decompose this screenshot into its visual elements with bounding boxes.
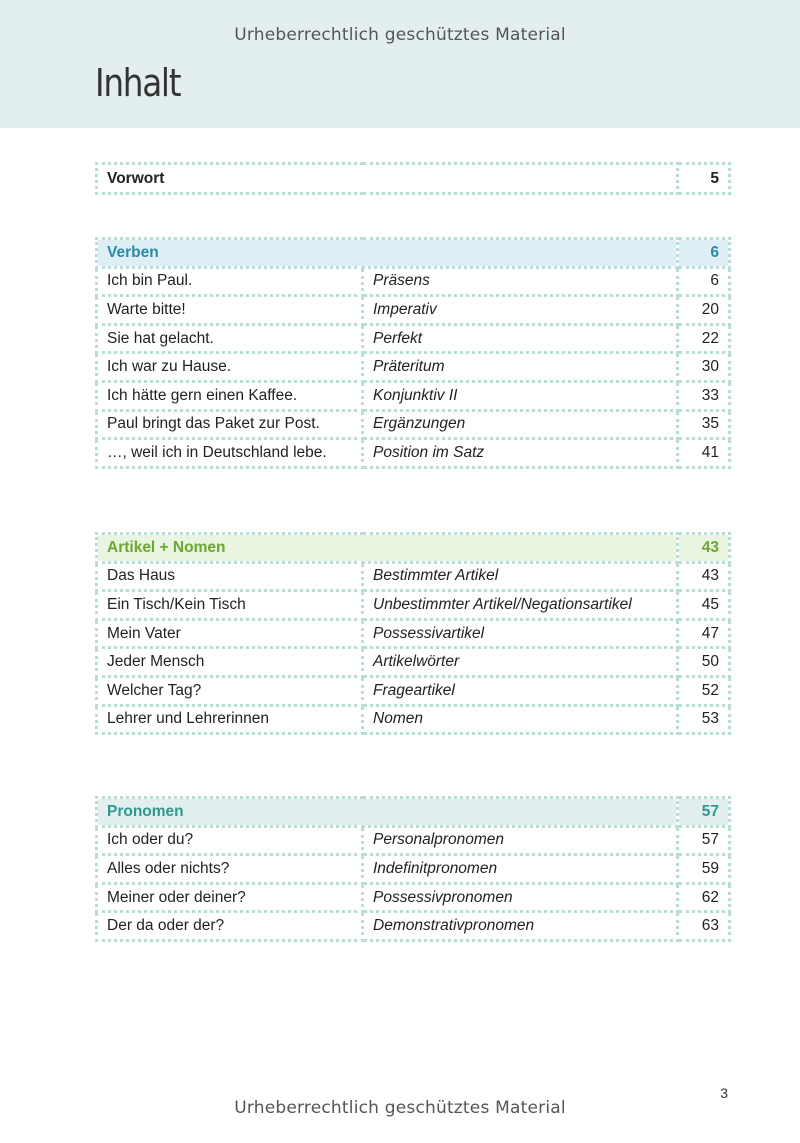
toc-row[interactable] <box>97 705 730 734</box>
toc-row[interactable] <box>97 619 730 648</box>
toc-row[interactable] <box>97 562 730 591</box>
grammar-topic: Frageartikel <box>363 676 678 705</box>
page-ref: 45 <box>678 591 730 620</box>
page-ref: 59 <box>678 855 730 884</box>
grammar-topic: Imperativ <box>363 296 678 325</box>
grammar-topic: Präteritum <box>363 353 678 382</box>
example-sentence: Welcher Tag? <box>97 676 363 705</box>
grammar-topic: Ergänzungen <box>363 410 678 439</box>
grammar-topic: Präsens <box>363 267 678 296</box>
example-sentence: Sie hat gelacht. <box>97 324 363 353</box>
example-sentence: Ich hätte gern einen Kaffee. <box>97 381 363 410</box>
section-page: 6 <box>678 239 730 268</box>
page-ref: 57 <box>678 826 730 855</box>
section-page: 57 <box>678 798 730 827</box>
watermark-top: Urheberrechtlich geschütztes Material <box>234 25 566 45</box>
grammar-topic: Perfekt <box>363 324 678 353</box>
example-sentence: Das Haus <box>97 562 363 591</box>
grammar-topic: Konjunktiv II <box>363 381 678 410</box>
section-page: 43 <box>678 534 730 563</box>
example-sentence: Meiner oder deiner? <box>97 883 363 912</box>
example-sentence: Lehrer und Lehrerinnen <box>97 705 363 734</box>
toc-row[interactable] <box>97 912 730 941</box>
example-sentence: Alles oder nichts? <box>97 855 363 884</box>
section-title[interactable]: Pronomen <box>97 798 678 827</box>
toc-row[interactable] <box>97 591 730 620</box>
page-ref: 43 <box>678 562 730 591</box>
grammar-topic: Demonstrativpronomen <box>363 912 678 941</box>
grammar-topic: Personalpronomen <box>363 826 678 855</box>
grammar-topic: Nomen <box>363 705 678 734</box>
toc-row[interactable] <box>97 381 730 410</box>
page-ref: 53 <box>678 705 730 734</box>
example-sentence: Warte bitte! <box>97 296 363 325</box>
toc-section-verben <box>95 237 731 469</box>
page-ref: 6 <box>678 267 730 296</box>
toc-row[interactable] <box>97 296 730 325</box>
page-ref: 47 <box>678 619 730 648</box>
page-ref: 62 <box>678 883 730 912</box>
example-sentence: …, weil ich in Deutschland lebe. <box>97 439 363 468</box>
section-title[interactable]: Vorwort <box>97 164 678 194</box>
page-ref: 50 <box>678 648 730 677</box>
page-ref: 41 <box>678 439 730 468</box>
grammar-topic: Position im Satz <box>363 439 678 468</box>
toc-row[interactable] <box>97 855 730 884</box>
watermark-bottom: Urheberrechtlich geschütztes Material <box>234 1098 566 1118</box>
example-sentence: Paul bringt das Paket zur Post. <box>97 410 363 439</box>
page-ref: 33 <box>678 381 730 410</box>
example-sentence: Ich oder du? <box>97 826 363 855</box>
page-number: 3 <box>720 1085 728 1101</box>
page-ref: 52 <box>678 676 730 705</box>
grammar-topic: Possessivpronomen <box>363 883 678 912</box>
page-title: Inhalt <box>95 61 181 105</box>
toc-vorwort <box>95 162 731 195</box>
toc-row[interactable] <box>97 410 730 439</box>
grammar-topic: Bestimmter Artikel <box>363 562 678 591</box>
page-ref: 20 <box>678 296 730 325</box>
example-sentence: Der da oder der? <box>97 912 363 941</box>
section-title[interactable]: Artikel + Nomen <box>97 534 678 563</box>
toc-row[interactable] <box>97 826 730 855</box>
toc-row[interactable] <box>97 648 730 677</box>
toc-row[interactable] <box>97 324 730 353</box>
example-sentence: Jeder Mensch <box>97 648 363 677</box>
section-title[interactable]: Verben <box>97 239 678 268</box>
page-ref: 30 <box>678 353 730 382</box>
grammar-topic: Unbestimmter Artikel/Negationsartikel <box>363 591 678 620</box>
grammar-topic: Indefinitpronomen <box>363 855 678 884</box>
page-ref: 35 <box>678 410 730 439</box>
toc-row[interactable] <box>97 883 730 912</box>
section-page: 5 <box>678 164 730 194</box>
toc-row[interactable] <box>97 439 730 468</box>
toc-row[interactable] <box>97 267 730 296</box>
example-sentence: Mein Vater <box>97 619 363 648</box>
example-sentence: Ich bin Paul. <box>97 267 363 296</box>
section-header-artikel-nomen[interactable] <box>97 534 730 563</box>
toc-row[interactable] <box>97 676 730 705</box>
example-sentence: Ein Tisch/Kein Tisch <box>97 591 363 620</box>
toc-section-artikel-nomen <box>95 532 731 735</box>
toc-row[interactable] <box>97 353 730 382</box>
section-header-pronomen[interactable] <box>97 798 730 827</box>
page-ref: 63 <box>678 912 730 941</box>
toc-entry-vorwort[interactable] <box>97 164 730 194</box>
example-sentence: Ich war zu Hause. <box>97 353 363 382</box>
grammar-topic: Artikelwörter <box>363 648 678 677</box>
page-ref: 22 <box>678 324 730 353</box>
section-header-verben[interactable] <box>97 239 730 268</box>
toc-section-pronomen <box>95 796 731 942</box>
grammar-topic: Possessivartikel <box>363 619 678 648</box>
